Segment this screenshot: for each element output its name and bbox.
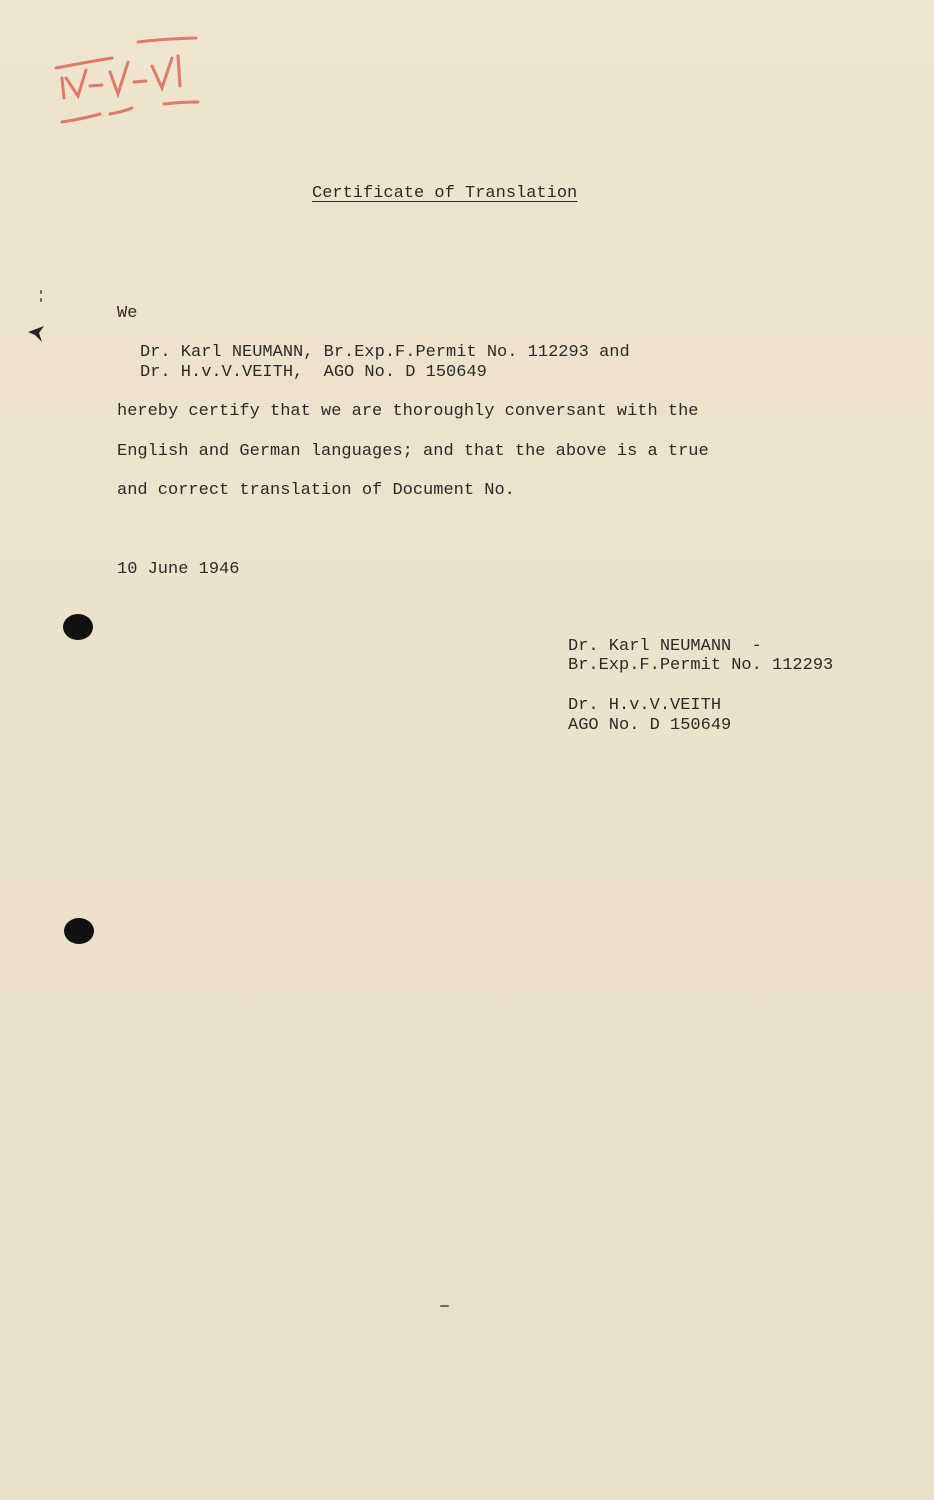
ink-mark [26,322,48,344]
body-line-3: and correct translation of Document No. [117,481,515,500]
salutation: We [117,304,138,323]
document-date: 10 June 1946 [117,560,240,579]
speck [40,298,42,302]
annotation-drawing [52,30,212,130]
speck [440,1305,449,1307]
signature-line-3: Dr. H.v.V.VEITH [568,696,722,715]
signature-line-2: Br.Exp.F.Permit No. 112293 [568,656,834,675]
body-line-1: hereby certify that we are thoroughly conversant with the [117,402,699,421]
signature-line-4: AGO No. D 150649 [568,716,732,735]
handwritten-annotation [52,30,212,130]
speck [40,290,42,294]
punch-hole [64,918,94,944]
signature-line-1: Dr. Karl NEUMANN - [568,637,762,656]
punch-hole [63,614,93,640]
translator-line-2: Dr. H.v.V.VEITH, AGO No. D 150649 [140,363,487,382]
body-line-2: English and German languages; and that the above is a true [117,442,709,461]
document-title: Certificate of Translation [312,184,578,203]
translator-line-1: Dr. Karl NEUMANN, Br.Exp.F.Permit No. 112293 and [140,343,630,362]
